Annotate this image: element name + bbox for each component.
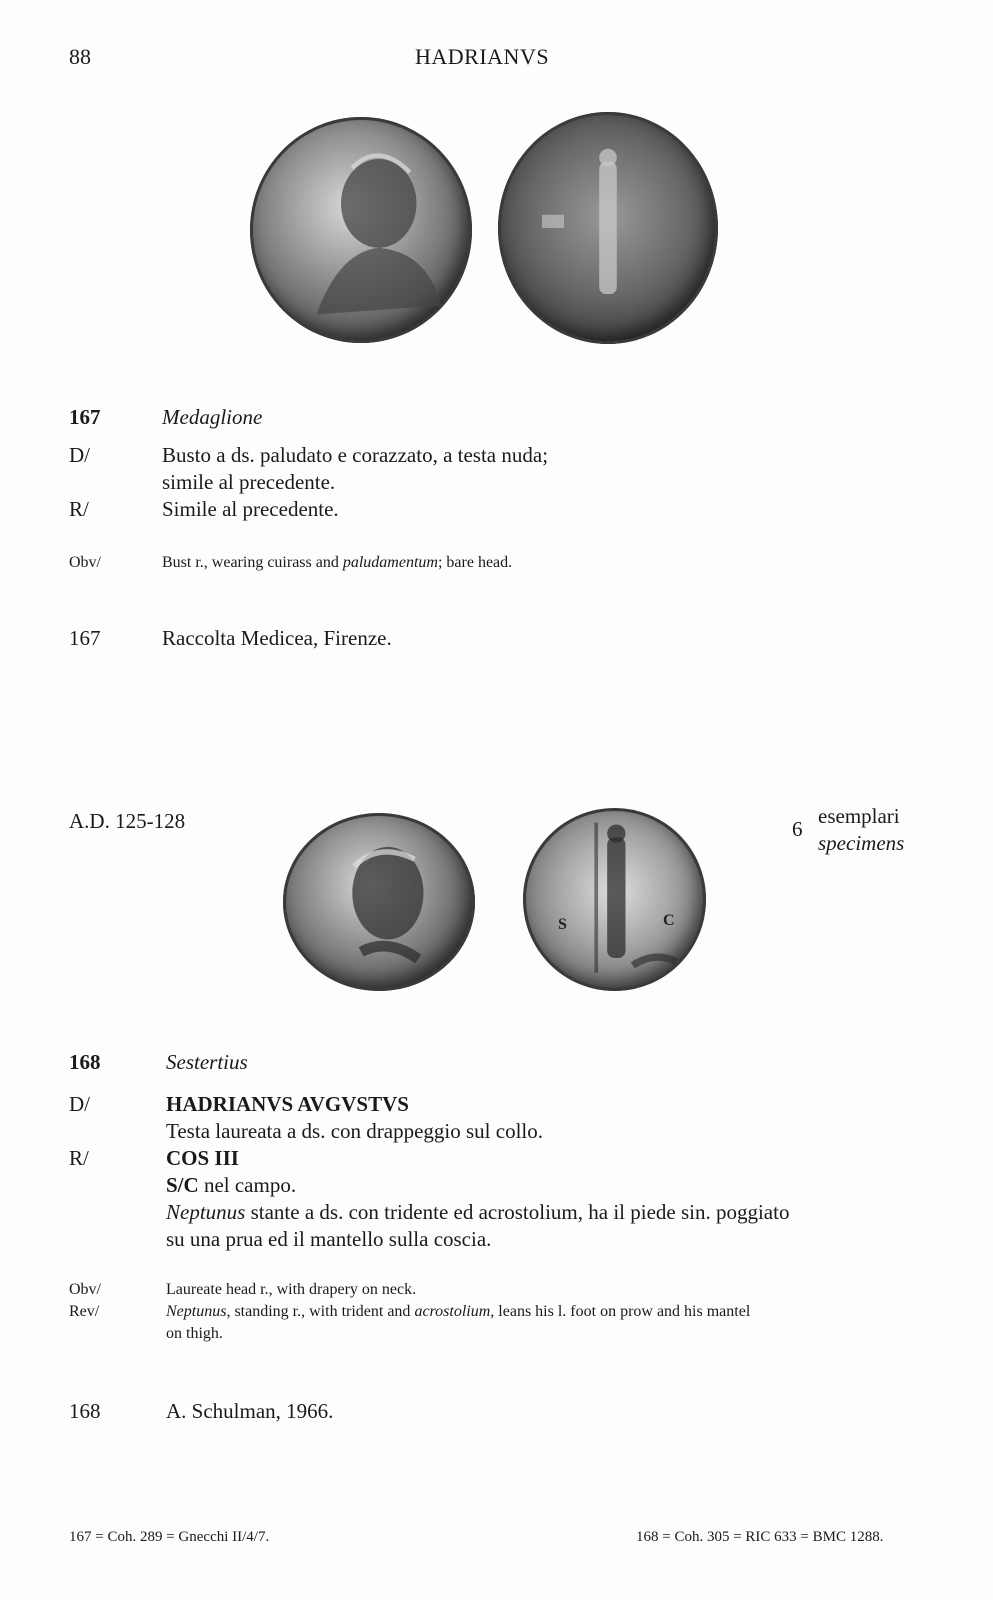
- laureate-head-icon: [283, 813, 475, 991]
- reverse-field: [166, 1172, 296, 1199]
- text-run-bold: S/C: [166, 1173, 199, 1197]
- denomination: Medaglione: [162, 405, 263, 429]
- reverse-description-line: [166, 1199, 789, 1226]
- reverse-description: Simile al precedente.: [162, 497, 339, 521]
- obverse-en-description: Laureate head r., with drapery on neck.: [166, 1281, 417, 1298]
- bust-relief-icon: [250, 117, 472, 343]
- text-run: stante a ds. con tridente ed acrostolium, ha il piede sin. poggiato: [245, 1200, 790, 1224]
- text-run: Bust r., wearing cuirass and: [162, 554, 343, 571]
- text-run: , leans his l. foot on prow and his mantel: [490, 1303, 751, 1320]
- reverse-label: R/: [69, 497, 89, 521]
- coin-letter-c: C: [663, 912, 676, 929]
- reverse-en-description-line: on thigh.: [166, 1325, 223, 1342]
- entry-number: 168: [69, 1050, 101, 1074]
- obverse-en-description: [162, 552, 512, 574]
- provenance: A. Schulman, 1966.: [166, 1399, 334, 1423]
- coin-letter-s: S: [558, 916, 568, 933]
- text-run: nel campo.: [198, 1173, 297, 1197]
- reverse-en-label: Rev/: [69, 1303, 100, 1320]
- provenance: Raccolta Medicea, Firenze.: [162, 626, 392, 650]
- specimen-label-en: specimens: [818, 831, 905, 855]
- provenance-number: 167: [69, 626, 101, 650]
- obverse-label: D/: [69, 443, 90, 467]
- footnote-168: 168 = Coh. 305 = RIC 633 = BMC 1288.: [636, 1529, 884, 1545]
- reverse-neptunus-coin: [523, 808, 706, 991]
- reverse-description-line: su una prua ed il mantello sulla coscia.: [166, 1227, 492, 1251]
- obverse-description-line: simile al precedente.: [162, 470, 336, 494]
- running-head: HADRIANVS: [415, 44, 550, 69]
- text-run-italic: acrostolium: [414, 1303, 491, 1320]
- reverse-standing-figure-coin: [498, 112, 718, 344]
- obverse-en-label: Obv/: [69, 554, 101, 571]
- text-run-italic: Neptunus: [166, 1303, 227, 1320]
- text-run: , standing r., with trident and: [226, 1303, 415, 1320]
- text-run-italic: Neptunus: [166, 1200, 246, 1224]
- standing-figure-icon: [498, 112, 718, 344]
- neptunus-figure-icon: [523, 808, 706, 991]
- obverse-laureate-head-coin: [283, 813, 475, 991]
- provenance-number: 168: [69, 1399, 101, 1423]
- specimen-count: 6: [792, 817, 803, 841]
- reverse-en-description: [166, 1301, 750, 1323]
- obverse-legend: HADRIANVS AVGVSTVS: [166, 1092, 409, 1116]
- page-number: 88: [69, 44, 91, 69]
- footnote-167: 167 = Coh. 289 = Gnecchi II/4/7.: [69, 1529, 270, 1545]
- obverse-description-line: Busto a ds. paludato e corazzato, a testa nuda;: [162, 443, 549, 467]
- obverse-description: Testa laureata a ds. con drappeggio sul collo.: [166, 1119, 543, 1143]
- denomination: Sestertius: [166, 1050, 248, 1074]
- text-run-italic: paludamentum: [342, 554, 438, 571]
- obverse-bust-coin: [250, 117, 472, 343]
- date-range: A.D. 125-128: [69, 809, 186, 833]
- reverse-label: R/: [69, 1146, 89, 1170]
- entry-number: 167: [69, 405, 101, 429]
- obverse-label: D/: [69, 1092, 90, 1116]
- specimen-label-it: esemplari: [818, 804, 900, 828]
- text-run: ; bare head.: [437, 554, 513, 571]
- obverse-en-label: Obv/: [69, 1281, 101, 1298]
- reverse-legend: COS III: [166, 1146, 239, 1170]
